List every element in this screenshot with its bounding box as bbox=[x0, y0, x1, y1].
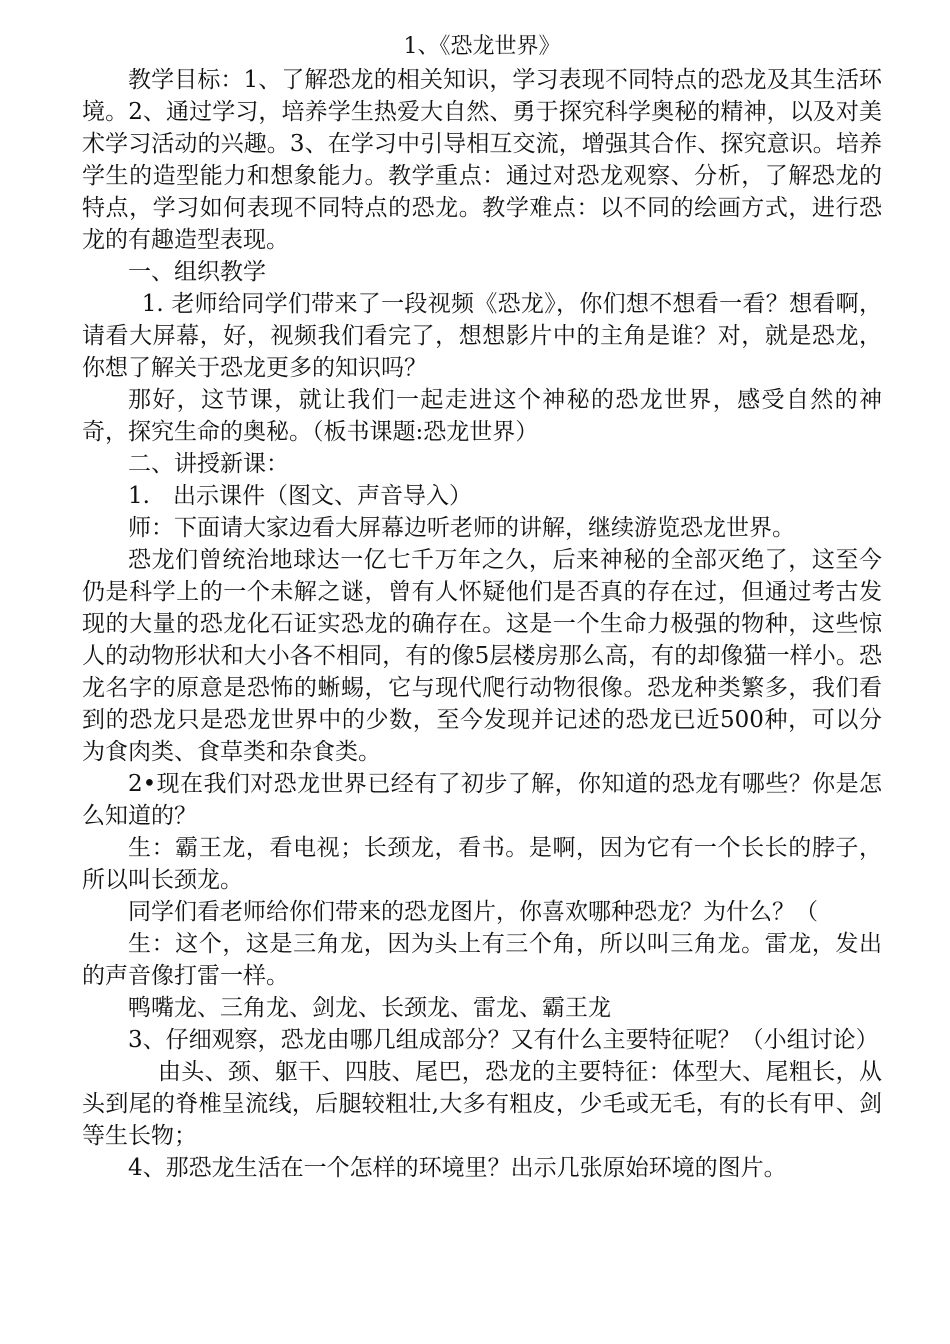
document-title: 1、《恐龙世界》 bbox=[403, 34, 561, 59]
document-page bbox=[82, 32, 882, 1184]
paragraph-objectives: 教学目标：1、了解恐龙的相关知识，学习表现不同特点的恐龙及其生活环境。2、通过学习，培养学生热爱大自然、勇于探究科学奥秘的精神，以及对美术学习活动的兴趣。3、在学习中引导相互交流，增强其合作、探究意识。培养学生的造型能力和想象能力。教学重点：通过对恐龙观察、分析，了解恐龙的特点，学习如何表现不同特点的恐龙。教学难点：以不同的绘画方式，进行恐龙的有趣造型表现。 bbox=[82, 67, 882, 253]
paragraph-question-2: 2•现在我们对恐龙世界已经有了初步了解，你知道的恐龙有哪些？你是怎么知道的？ bbox=[82, 771, 882, 829]
paragraph-dinosaur-facts: 恐龙们曾统治地球达一亿七千万年之久，后来神秘的全部灭绝了，这至今仍是科学上的一个未解之谜，曾有人怀疑他们是否真的存在过，但通过考古发现的大量的恐龙化石证实恐龙的确存在。这是一个生命力极强的物种，这些惊人的动物形状和大小各不相同，有的像5层楼房那么高，有的却像猫一样小。恐龙名字的原意是恐怖的蜥蜴，它与现代爬行动物很像。恐龙种类繁多，我们看到的恐龙只是恐龙世界中的少数，至今发现并记述的恐龙已近500种，可以分为食肉类、食草类和杂食类。 bbox=[82, 547, 882, 765]
section-heading-organize: 一、组织教学 bbox=[128, 259, 266, 285]
paragraph-teacher: 师：下面请大家边看大屏幕边听老师的讲解，继续游览恐龙世界。 bbox=[128, 515, 795, 541]
paragraph-dinosaur-list: 鸭嘴龙、三角龙、剑龙、长颈龙、雷龙、霸王龙 bbox=[128, 995, 611, 1021]
paragraph-triceratops: 生：这个，这是三角龙，因为头上有三个角，所以叫三角龙。雷龙，发出的声音像打雷一样。 bbox=[82, 931, 882, 989]
section-heading-new-lesson: 二、讲授新课： bbox=[128, 451, 289, 477]
paragraph-pictures: 同学们看老师给你们带来的恐龙图片，你喜欢哪种恐龙？为什么？（ bbox=[128, 899, 818, 925]
paragraph-question-3: 3、仔细观察，恐龙由哪几组成部分？又有什么主要特征呢？（小组讨论） bbox=[128, 1027, 879, 1053]
paragraph-courseware: 1. 出示课件（图文、声音导入） bbox=[128, 483, 472, 509]
paragraph-intro: 那好，这节课，就让我们一起走进这个神秘的恐龙世界，感受自然的神奇，探究生命的奥秘。（板书课题:恐龙世界） bbox=[82, 387, 882, 445]
paragraph-video: 1. 老师给同学们带来了一段视频《恐龙》，你们想不想看一看？想看啊，请看大屏幕，好，视频我们看完了，想想影片中的主角是谁？对，就是恐龙，你想了解关于恐龙更多的知识吗？ bbox=[82, 291, 882, 381]
paragraph-student-answer: 生：霸王龙，看电视；长颈龙，看书。是啊，因为它有一个长长的脖子，所以叫长颈龙。 bbox=[82, 835, 882, 893]
paragraph-features: 由头、颈、躯干、四肢、尾巴，恐龙的主要特征：体型大、尾粗长，从头到尾的脊椎呈流线，后腿较粗壮,大多有粗皮，少毛或无毛，有的长有甲、剑等生长物； bbox=[82, 1059, 882, 1149]
paragraph-question-4: 4、那恐龙生活在一个怎样的环境里？出示几张原始环境的图片。 bbox=[128, 1155, 787, 1181]
